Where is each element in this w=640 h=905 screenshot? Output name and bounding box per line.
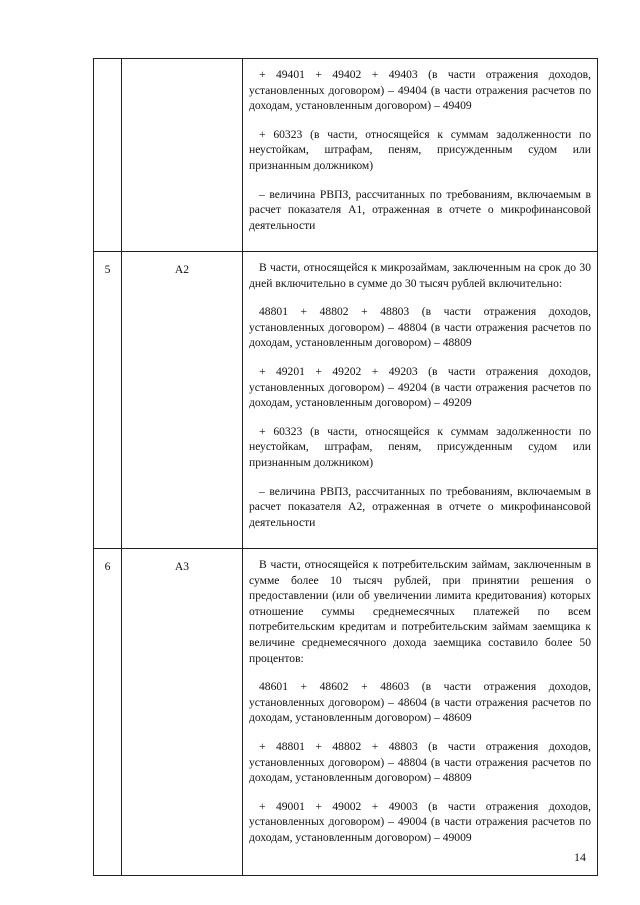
formula-paragraph: + 60323 (в части, относящейся к суммам задолженности по неустойкам, штрафам, пеням, присужденным судом или признанным должником) [249,127,591,172]
formula-paragraph: + 60323 (в части, относящейся к суммам задолженности по неустойкам, штрафам, пеням, присужденным судом или признанным должником) [249,424,591,469]
formula-paragraph: + 49001 + 49002 + 49003 (в части отражения доходов, установленных договором) – 49004 (в части отражения расчетов по доходам, установленным договором) – 49009 [249,799,591,844]
formula-paragraph: В части, относящейся к микрозаймам, заключенным на срок до 30 дней включительно в сумме до 30 тысяч рублей включительно: [249,261,591,290]
formula-paragraph: – величина РВПЗ, рассчитанных по требованиям, включаемым в расчет показателя А1, отраженная в отчете о микрофинансовой деятельности [249,187,591,232]
table-row [94,549,598,876]
page-number: 14 [574,850,586,864]
indicator-code: А3 [122,549,243,876]
formula-cell [243,59,598,252]
formula-paragraph: В части, относящейся к потребительским займам, заключенным в сумме более 10 тысяч рублей, при принятии решения о предоставлении (или об увеличении лимита кредитования) которых отношение суммы среднемесячных платежей по всем потребительским кредитам и потребительским займам заемщика к величине среднемесячного дохода заемщика составило более 50 процентов: [249,558,591,665]
row-number [94,59,122,252]
row-number: 5 [94,252,122,549]
table-row [94,59,598,252]
indicator-code: А2 [122,252,243,549]
formula-paragraph: + 49201 + 49202 + 49203 (в части отражения доходов, установленных договором) – 49204 (в части отражения расчетов по доходам, установленным договором) – 49209 [249,364,591,410]
indicator-code [122,59,243,252]
formula-paragraph: – величина РВПЗ, рассчитанных по требованиям, включаемым в расчет показателя А2, отраженная в отчете о микрофинансовой деятельности [249,484,591,529]
table-row [94,252,598,549]
formula-cell [243,252,598,549]
formula-paragraph: + 49401 + 49402 + 49403 (в части отражения доходов, установленных договором) – 49404 (в части отражения расчетов по доходам, установленным договором) – 49409 [249,68,591,113]
indicator-table [93,58,598,876]
formula-paragraph: + 48801 + 48802 + 48803 (в части отражения доходов, установленных договором) – 48804 (в части отражения расчетов по доходам, установленным договором) – 48809 [249,739,591,785]
formula-paragraph: 48601 + 48602 + 48603 (в части отражения доходов, установленных договором) – 48604 (в части отражения расчетов по доходам, установленным договором) – 48609 [249,680,591,725]
formula-paragraph: 48801 + 48802 + 48803 (в части отражения доходов, установленных договором) – 48804 (в части отражения расчетов по доходам, установленным договором) – 48809 [249,305,591,350]
formula-cell [243,549,598,876]
row-number: 6 [94,549,122,876]
